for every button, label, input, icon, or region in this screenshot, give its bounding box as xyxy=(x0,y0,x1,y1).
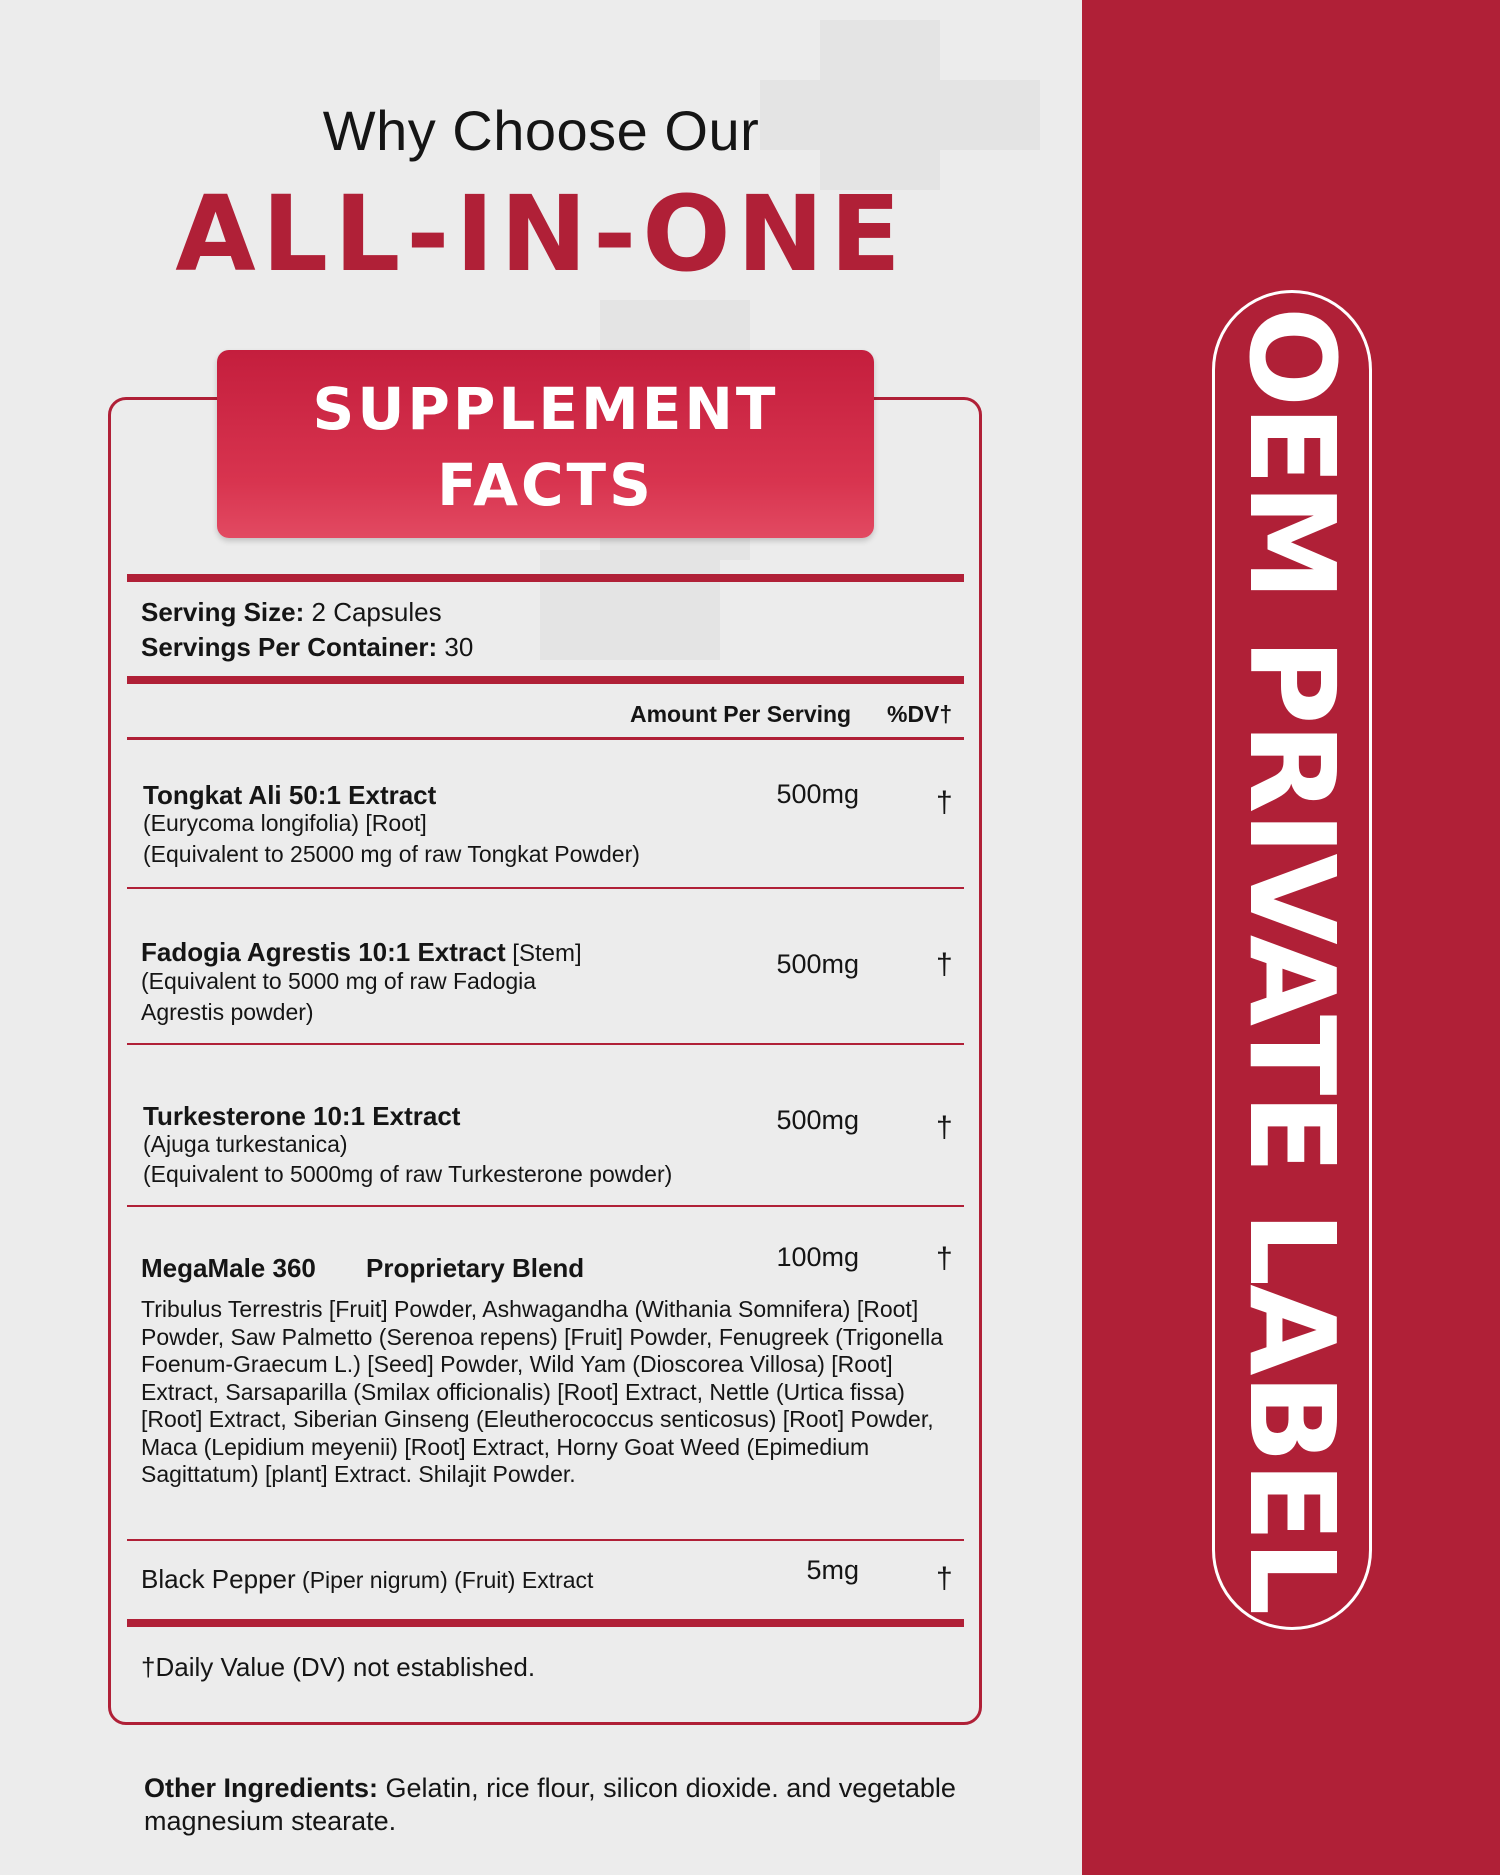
other-ingredients-label: Other Ingredients: xyxy=(144,1773,379,1803)
column-header-amount: Amount Per Serving xyxy=(630,701,852,727)
ingredient-name: Black Pepper xyxy=(141,1564,296,1594)
divider xyxy=(127,737,964,740)
ingredient-name-suffix: [Stem] xyxy=(505,940,582,967)
ingredient-detail: (Equivalent to 25000 mg of raw Tongkat Powder) xyxy=(143,841,640,867)
ingredient-dv: † xyxy=(936,1562,953,1595)
column-header-dv: %DV† xyxy=(887,701,953,727)
serving-size-label: Serving Size: xyxy=(141,597,305,627)
divider-thick xyxy=(127,676,964,684)
ingredient-detail: (Equivalent to 5000 mg of raw Fadogia xyxy=(141,968,537,994)
ingredient-amount: 5mg xyxy=(806,1555,859,1585)
ingredient-name-suffix: (Piper nigrum) (Fruit) Extract xyxy=(295,1567,594,1593)
ingredient-dv: † xyxy=(936,1242,953,1275)
banner-line2: FACTS xyxy=(437,451,654,519)
divider xyxy=(127,1205,964,1207)
ingredient-name: Tongkat Ali 50:1 Extract xyxy=(143,780,437,810)
divider xyxy=(127,887,964,889)
servings-per-container-value: 30 xyxy=(437,632,474,662)
ingredient-amount: 500mg xyxy=(776,949,859,979)
footnote: †Daily Value (DV) not established. xyxy=(141,1652,536,1682)
ingredient-dv: † xyxy=(936,948,953,981)
ingredient-dv: † xyxy=(936,1111,953,1144)
divider xyxy=(127,1043,964,1045)
ingredient-name-row xyxy=(141,937,582,968)
side-label-text: OEM PRIVATE LABEL xyxy=(1223,306,1361,1614)
other-ingredients-text: Gelatin, rice flour, silicon dioxide. and vegetable magnesium stearate. xyxy=(144,1773,956,1836)
blend-ingredients-text: Tribulus Terrestris [Fruit] Powder, Ashwagandha (Withania Somnifera) [Root] Powder, Saw Palmetto (Serenoa repens) [Fruit] Powder, Fenugreek (Trigonella Foenum-Graecum L.) [Seed] Powder, Wild Yam (Dioscorea Villosa) [Root] Extract, Sarsaparilla (Smilax officionalis) [Root] Extract, Nettle (Urtica fissa) [Root] Extract, Siberian Ginseng (Eleutherococcus senticosus) [Root] Powder, Maca (Lepidium meyenii) [Root] Extract, Horny Goat Weed (Epimedium Sagittatum) [plant] Extract. Shilajit Powder. xyxy=(141,1296,943,1487)
ingredient-name-suffix: Proprietary Blend xyxy=(366,1253,585,1283)
ingredient-detail: (Ajuga turkestanica) xyxy=(143,1131,348,1157)
banner-line1: SUPPLEMENT xyxy=(312,375,779,443)
supplement-facts-banner xyxy=(217,350,874,538)
ingredient-name: MegaMale 360 xyxy=(141,1253,316,1283)
divider-thick xyxy=(127,574,964,582)
page-title-line1: Why Choose Our xyxy=(322,99,760,162)
side-banner xyxy=(1082,0,1500,1875)
divider-thick xyxy=(127,1619,964,1627)
ingredient-dv: † xyxy=(936,786,953,819)
ingredient-name: Fadogia Agrestis 10:1 Extract xyxy=(141,937,506,967)
servings-per-container-label: Servings Per Container: xyxy=(141,632,438,662)
servings-per-container xyxy=(141,632,473,663)
page-title-line2: ALL-IN-ONE xyxy=(175,173,907,295)
ingredient-amount: 500mg xyxy=(776,1105,859,1135)
side-label-pill xyxy=(1212,290,1372,1630)
ingredient-detail: Agrestis powder) xyxy=(141,999,314,1025)
divider xyxy=(127,1539,964,1541)
ingredient-detail: (Equivalent to 5000mg of raw Turkesterone powder) xyxy=(143,1161,673,1187)
ingredient-amount: 100mg xyxy=(776,1242,859,1272)
ingredient-name-row xyxy=(141,1564,593,1595)
ingredient-detail: (Eurycoma longifolia) [Root] xyxy=(143,810,427,836)
ingredient-amount: 500mg xyxy=(776,779,859,809)
serving-size-value: 2 Capsules xyxy=(304,597,442,627)
other-ingredients xyxy=(144,1772,1024,1838)
serving-size xyxy=(141,597,442,628)
ingredient-name: Turkesterone 10:1 Extract xyxy=(143,1101,461,1131)
